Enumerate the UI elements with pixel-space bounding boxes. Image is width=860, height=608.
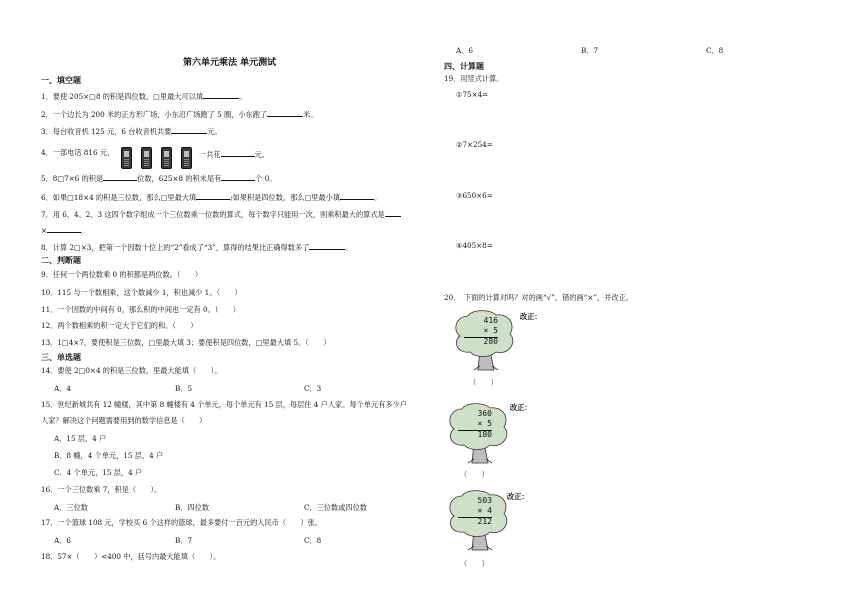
question-end: 元。 xyxy=(254,150,269,159)
tree-calculation-2 xyxy=(444,403,516,465)
judge-paren[interactable]: （ ） xyxy=(469,378,498,387)
question-8 xyxy=(41,242,353,253)
question-end: 。 xyxy=(81,226,89,235)
calc-vertical xyxy=(460,496,492,527)
question-end: 元。 xyxy=(207,127,222,136)
calc-multiplier: × 5 xyxy=(477,419,492,428)
calc-item-2: ②7×254= xyxy=(456,140,493,149)
question-mid: ;如果积是四位数，那么□里最小填 xyxy=(230,193,341,202)
answer-blank[interactable] xyxy=(309,242,345,250)
calc-vertical xyxy=(466,316,498,347)
option-a[interactable]: A．6 xyxy=(456,46,473,55)
question-text: 5．8□7×6 的积是 xyxy=(41,174,104,183)
option-c[interactable]: C．8 xyxy=(304,536,322,545)
question-2 xyxy=(41,109,317,120)
question-text: 4．一部电话 816 元， xyxy=(41,148,115,157)
answer-blank[interactable] xyxy=(103,173,137,181)
answer-blank[interactable] xyxy=(340,192,374,200)
option-b[interactable]: B．四位数 xyxy=(175,503,210,512)
question-16: 16．一个三位数乘 7，积是（ ）。 xyxy=(41,485,162,494)
question-4 xyxy=(41,149,281,169)
section-calculation: 四、计算题 xyxy=(444,62,484,71)
question-6 xyxy=(41,192,381,203)
calc-item-3: ③650×6= xyxy=(456,191,493,200)
section-judge: 二、判断题 xyxy=(41,256,81,265)
question-10: 10．115 与一个数相乘，这个数减少 1，积也减少 1。（ ） xyxy=(41,288,242,297)
option-a[interactable]: A．三位数 xyxy=(54,503,88,512)
question-text: 6．如果□18×4 的积是三位数，那么□里最大填 xyxy=(41,193,197,202)
question-12: 12．两个数相乘的积一定大于它们的和。（ ） xyxy=(41,321,198,330)
option-c[interactable]: C．4 个单元，15 层，4 户 xyxy=(54,468,143,477)
answer-blank[interactable] xyxy=(47,225,81,233)
question-text: 7．用 6、4、2、3 这四个数字组成一个三位数乘一位数的算式，每个数字只能用一次，则乘积最大的算式是 xyxy=(41,210,385,219)
calc-line xyxy=(458,430,492,431)
option-c[interactable]: C．三位数或四位数 xyxy=(304,503,368,512)
question-7-cont xyxy=(41,225,88,236)
correction-label: 改正： xyxy=(507,492,529,501)
calc-result: 212 xyxy=(477,517,492,526)
calc-multiplicand: 360 xyxy=(477,409,492,418)
question-19: 19．用竖式计算。 xyxy=(444,74,504,83)
phone-icon xyxy=(141,147,152,169)
calc-line xyxy=(458,517,492,518)
answer-blank[interactable] xyxy=(267,109,303,117)
question-text: 1．要使 205×□8 的积是四位数，□里最大可以填 xyxy=(41,92,204,101)
question-text: 8．计算 2□×3，把第一个因数十位上的“2”看成了“3”，算得的结果比正确得数多了 xyxy=(41,243,310,252)
option-a[interactable]: A．6 xyxy=(54,536,71,545)
correction-label: 改正： xyxy=(510,403,532,412)
option-b[interactable]: B．7 xyxy=(581,46,599,55)
calc-multiplicand: 416 xyxy=(483,316,498,325)
question-20: 20． 下面的计算对吗？对的画“√”，错的画“×”，并改正。 xyxy=(444,293,633,302)
option-c[interactable]: C．3 xyxy=(304,384,322,393)
question-3 xyxy=(41,126,222,137)
section-fill-blank: 一、填空题 xyxy=(41,76,81,85)
question-end: 米。 xyxy=(303,110,318,119)
calc-result: 280 xyxy=(483,337,498,346)
judge-paren[interactable]: （ ） xyxy=(460,470,489,479)
calc-multiplier: × 4 xyxy=(477,506,492,515)
answer-blank[interactable] xyxy=(196,192,230,200)
phone-icon xyxy=(181,147,192,169)
option-c[interactable]: C．8 xyxy=(706,46,724,55)
correction-label: 改正： xyxy=(520,312,542,321)
calc-multiplier: × 5 xyxy=(483,326,498,335)
option-b[interactable]: B．7 xyxy=(175,536,193,545)
question-end: 个 0。 xyxy=(255,174,277,183)
calc-line xyxy=(464,337,498,338)
question-18: 18．57×（ ）<400 中，括号内最大能填（ ）。 xyxy=(41,552,221,561)
answer-blank[interactable] xyxy=(385,209,401,217)
question-4-tail xyxy=(199,149,269,160)
question-end: 。 xyxy=(345,243,353,252)
answer-blank[interactable] xyxy=(171,126,207,134)
option-b[interactable]: B．5 xyxy=(175,384,193,393)
phone-icon xyxy=(121,147,132,169)
calc-item-4: ④405×8= xyxy=(456,241,493,250)
question-5 xyxy=(41,173,276,184)
question-mid: 位数，625×8 的积末尾有 xyxy=(137,174,222,183)
question-mid: 一共花 xyxy=(199,150,221,159)
question-13: 13．1□4×7，要使积是三位数，□里最大填 3；要使积是四位数，□里最大填 5。（ ） xyxy=(41,338,331,347)
tree-calculation-1 xyxy=(450,310,522,372)
option-a[interactable]: A．4 xyxy=(54,384,71,393)
question-1 xyxy=(41,91,246,102)
calc-result: 180 xyxy=(477,430,492,439)
question-end: 。 xyxy=(374,193,382,202)
tree-calculation-3 xyxy=(444,490,516,552)
question-end: 。 xyxy=(239,92,247,101)
answer-blank[interactable] xyxy=(221,149,255,157)
calc-multiplicand: 503 xyxy=(477,496,492,505)
question-14: 14．要使 2□0×4 的积是三位数，里最大能填（ ）。 xyxy=(41,366,222,375)
question-9: 9．任何一个两位数乘 0 的积都是两位数。（ ） xyxy=(41,270,203,279)
page-title: 第六单元乘法 单元测试 xyxy=(183,58,277,68)
section-single-choice: 三、单选题 xyxy=(41,353,81,362)
answer-blank[interactable] xyxy=(221,173,255,181)
option-a[interactable]: A．15 层，4 户 xyxy=(54,434,107,443)
question-15-cont: 人家？解决这个问题需要用到的数学信息是（ ） xyxy=(41,416,207,425)
option-b[interactable]: B．8 幢，4 个单元，15 层，4 户 xyxy=(54,451,164,460)
question-text: 3．每台收音机 125 元，6 台收音机共要 xyxy=(41,127,172,136)
question-text: 2．一个边长为 200 米的正方形广场，小东沿广场跑了 5 圈，小东跑了 xyxy=(41,110,268,119)
phone-icon xyxy=(161,147,172,169)
question-17: 17．一个篮球 108 元，学校买 6 个这样的篮球，最多要付一百元的人民币（ ）张。 xyxy=(41,518,322,527)
judge-paren[interactable]: （ ） xyxy=(460,559,489,568)
question-11: 11．一个因数的中间有 0，那么积的中间也一定有 0。（ ） xyxy=(41,305,240,314)
calc-item-1: ①75×4= xyxy=(456,90,489,99)
question-text: × xyxy=(41,226,48,235)
answer-blank[interactable] xyxy=(203,91,239,99)
question-15: 15．世纪新城共有 12 幢楼，其中第 8 幢楼有 4 个单元，每个单元有 15 层，每层住 4 户人家。每个单元有多少户 xyxy=(41,400,407,409)
calc-vertical xyxy=(460,409,492,440)
question-7 xyxy=(41,209,401,220)
